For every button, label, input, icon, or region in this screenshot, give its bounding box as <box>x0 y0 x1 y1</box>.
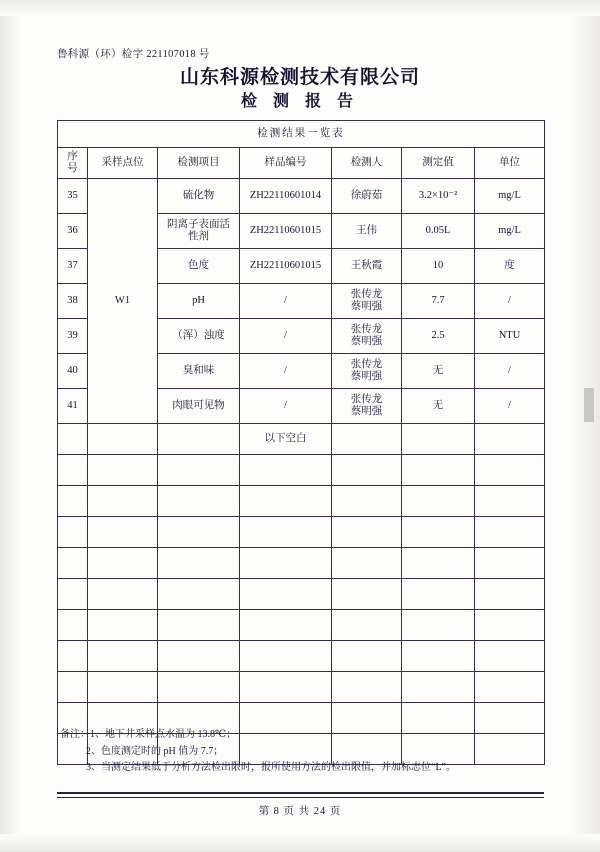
table-caption-row <box>58 121 545 148</box>
footer-divider-thin <box>57 797 544 798</box>
cell-value: 10 <box>402 249 475 284</box>
cell-item: 臭和味 <box>158 354 240 389</box>
cell-tester <box>332 354 402 389</box>
col-header-value: 测定值 <box>402 148 475 179</box>
cell-value: 3.2×10⁻² <box>402 179 475 214</box>
col-header-no <box>58 148 88 179</box>
cell-no: 38 <box>58 284 88 319</box>
cell-value: 7.7 <box>402 284 475 319</box>
cell-unit-empty <box>475 424 545 455</box>
blank-row <box>58 579 545 610</box>
col-header-no-line2: 号 <box>67 163 78 174</box>
cell-tester: 王伟 <box>332 214 402 249</box>
col-header-no-line1: 序 <box>67 151 78 163</box>
cell-tester <box>332 284 402 319</box>
col-header-sample-id: 样品编号 <box>240 148 332 179</box>
cell-unit: / <box>475 284 545 319</box>
footer-divider <box>57 792 544 794</box>
document-code: 鲁科源（环）检字 221107018 号 <box>57 49 210 60</box>
cell-sample-id: / <box>240 319 332 354</box>
cell-value: 0.05L <box>402 214 475 249</box>
cell-sample-id: ZH22110601014 <box>240 179 332 214</box>
end-marker-row <box>58 424 545 455</box>
cell-item: 肉眼可见物 <box>158 389 240 424</box>
cell-tester-line2: 蔡明强 <box>350 301 383 312</box>
table-caption: 检测结果一览表 <box>58 121 545 148</box>
cell-unit: mg/L <box>475 179 545 214</box>
cell-tester-line1: 张传龙 <box>350 393 383 405</box>
cell-sample-id: ZH22110601015 <box>240 214 332 249</box>
cell-sampling-point-empty <box>88 424 158 455</box>
cell-no: 35 <box>58 179 88 214</box>
col-header-tester: 检测人 <box>332 148 402 179</box>
cell-sample-id: / <box>240 389 332 424</box>
scan-edge-left <box>0 0 22 852</box>
cell-tester-line2: 蔡明强 <box>350 371 383 382</box>
cell-item-empty <box>158 424 240 455</box>
scan-edge-right <box>570 0 600 852</box>
end-marker: 以下空白 <box>240 424 332 455</box>
cell-item: （浑）浊度 <box>158 319 240 354</box>
scan-edge-top <box>0 0 600 16</box>
cell-tester <box>332 319 402 354</box>
blank-row <box>58 641 545 672</box>
cell-tester-empty <box>332 424 402 455</box>
cell-no: 37 <box>58 249 88 284</box>
notes-block <box>60 727 540 777</box>
cell-tester-line2: 蔡明强 <box>350 406 383 417</box>
cell-no: 40 <box>58 354 88 389</box>
scan-edge-bottom <box>0 834 600 852</box>
cell-unit: mg/L <box>475 214 545 249</box>
blank-row <box>58 455 545 486</box>
col-header-unit: 单位 <box>475 148 545 179</box>
cell-value: 无 <box>402 354 475 389</box>
cell-sampling-point: W1 <box>88 179 158 424</box>
cell-no: 41 <box>58 389 88 424</box>
company-name: 山东科源检测技术有限公司 <box>179 67 420 88</box>
cell-no-empty <box>58 424 88 455</box>
cell-unit: / <box>475 389 545 424</box>
cell-unit: NTU <box>475 319 545 354</box>
cell-item: 色度 <box>158 249 240 284</box>
note-line-3: 3、当测定结果低于分析方法检出限时，报所使用方法的检出限值，并加标志位“L”。 <box>86 762 456 773</box>
cell-unit: / <box>475 354 545 389</box>
cell-tester: 王秋霞 <box>332 249 402 284</box>
cell-sample-id: ZH22110601015 <box>240 249 332 284</box>
col-header-sampling-point: 采样点位 <box>88 148 158 179</box>
note-line-2: 2、色度测定时的 pH 值为 7.7； <box>86 745 224 757</box>
cell-item-line2: 性剂 <box>188 231 209 242</box>
cell-sample-id: / <box>240 284 332 319</box>
cell-value: 无 <box>402 389 475 424</box>
table-header-row <box>58 148 545 179</box>
cell-tester-line2: 蔡明强 <box>350 336 383 347</box>
report-title: 检 测 报 告 <box>240 93 359 110</box>
cell-sample-id: / <box>240 354 332 389</box>
blank-row <box>58 486 545 517</box>
blank-row <box>58 548 545 579</box>
cell-tester-line1: 张传龙 <box>350 358 383 370</box>
cell-tester: 徐蔚茹 <box>332 179 402 214</box>
blank-row <box>58 672 545 703</box>
note-line-1: 备注：1、地下井采样点水温为 13.8℃； <box>60 729 237 740</box>
cell-no: 39 <box>58 319 88 354</box>
cell-item: pH <box>158 284 240 319</box>
cell-no: 36 <box>58 214 88 249</box>
results-table <box>57 120 545 765</box>
cell-value: 2.5 <box>402 319 475 354</box>
scan-tick-mark <box>584 388 594 422</box>
cell-item: 硫化物 <box>158 179 240 214</box>
blank-row <box>58 517 545 548</box>
table-row <box>58 179 545 214</box>
page-number: 第 8 页 共 24 页 <box>258 806 342 817</box>
cell-value-empty <box>402 424 475 455</box>
cell-tester-line1: 张传龙 <box>350 288 383 300</box>
col-header-item: 检测项目 <box>158 148 240 179</box>
blank-row <box>58 610 545 641</box>
cell-item-line1: 阴离子表面活 <box>167 218 230 230</box>
cell-tester <box>332 389 402 424</box>
cell-tester-line1: 张传龙 <box>350 323 383 335</box>
cell-unit: 度 <box>475 249 545 284</box>
cell-item <box>158 214 240 249</box>
